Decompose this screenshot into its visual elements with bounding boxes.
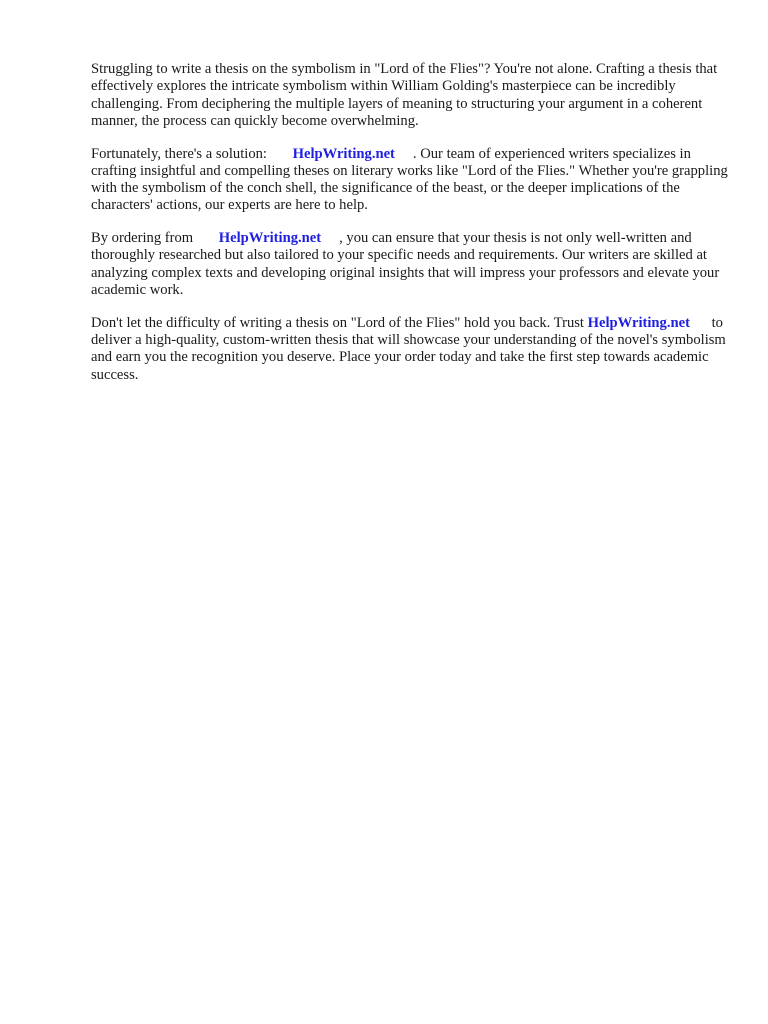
paragraph-ordering [91,230,731,299]
paragraph-solution-lead: Fortunately, there's a solution: [91,145,267,162]
paragraph-trust-text: to deliver a high-quality, custom-written thesis that will showcase your understanding of the novel's symbolism and earn you the recognition you deserve. Place your order today and take the first step towards academic success. [91,314,726,383]
document-page [91,61,731,399]
helpwriting-link-2[interactable]: HelpWriting.net [218,230,322,247]
paragraph-intro [91,61,731,130]
paragraph-solution [91,146,731,215]
paragraph-trust [91,315,731,384]
paragraph-trust-lead: Don't let the difficulty of writing a thesis on "Lord of the Flies" hold you back. Trust [91,314,584,331]
paragraph-ordering-text: , you can ensure that your thesis is not only well-written and thoroughly researched but also tailored to your specific needs and requirements. Our writers are skilled at analyzing complex texts and developing original insights that will impress your professors and elevate your academic work. [91,230,720,299]
helpwriting-link-3[interactable]: HelpWriting.net [587,314,690,331]
paragraph-ordering-lead: By ordering from [91,230,194,247]
paragraph-intro-text: Struggling to write a thesis on the symbolism in "Lord of the Flies"? You're not alone. Crafting a thesis that effectively explores the intricate symbolism within William Golding's masterpiece can be incredibly challenging. From deciphering the multiple layers of meaning to structuring your argument in a coherent manner, the process can quickly become overwhelming. [91,61,718,129]
helpwriting-link-1[interactable]: HelpWriting.net [292,145,395,162]
paragraph-solution-text: . Our team of experienced writers specializes in crafting insightful and compelling theses on literary works like "Lord of the Flies." Whether you're grappling with the symbolism of the conch shell, the significance of the beast, or the deeper implications of the characters' actions, our experts are here to help. [91,145,728,214]
